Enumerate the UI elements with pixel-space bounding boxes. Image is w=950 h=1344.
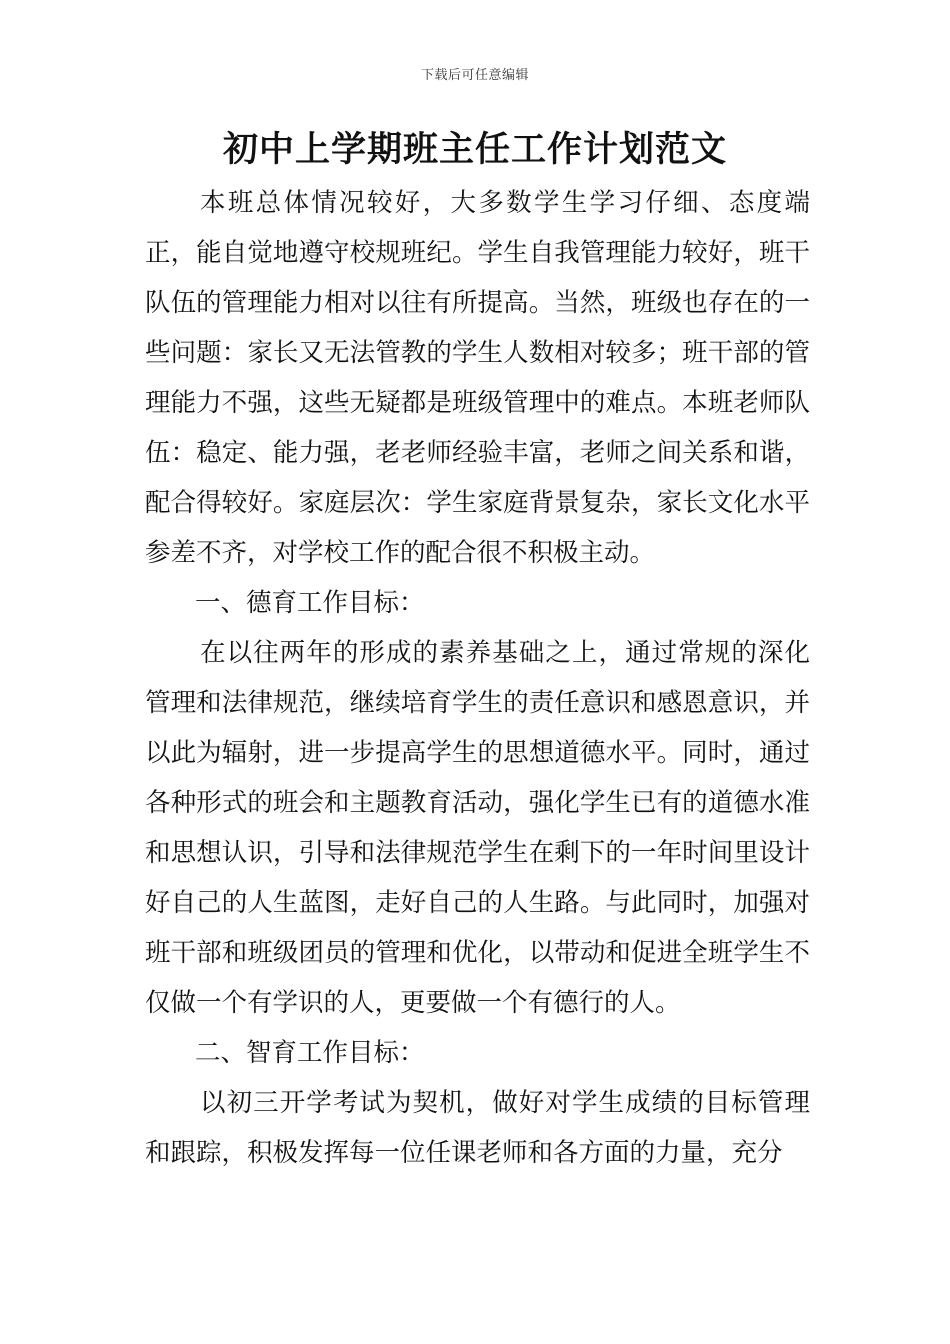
- section-heading-moral: 一、德育工作目标：: [195, 588, 425, 618]
- paragraph-moral-goals: 在以往两年的形成的素养基础之上，通过常规的深化管理和法律规范，继续培育学生的责任意识和感恩意识，并以此为辐射，进一步提高学生的思想道德水平。同时，通过各种形式的班会和主题教育活动，强化学生已有的道德水准和思想认识，引导和法律规范学生在剩下的一年时间里设计好自己的人生蓝图，走好自己的人生路。与此同时，加强对班干部和班级团员的管理和优化，以带动和促进全班学生不仅做一个有学识的人，更要做一个有德行的人。: [145, 638, 810, 1018]
- header-note: 下载后可任意编辑: [420, 68, 529, 83]
- document-body: [145, 178, 810, 1178]
- document-title: 初中上学期班主任工作计划范文: [222, 129, 727, 170]
- section-heading-intellectual: 二、智育工作目标：: [195, 1038, 425, 1068]
- paragraph-overview: 本班总体情况较好，大多数学生学习仔细、态度端正，能自觉地遵守校规班纪。学生自我管理能力较好，班干队伍的管理能力相对以往有所提高。当然，班级也存在的一些问题：家长又无法管教的学生人数相对较多；班干部的管理能力不强，这些无疑都是班级管理中的难点。本班老师队伍：稳定、能力强，老老师经验丰富，老师之间关系和谐，配合得较好。家庭层次：学生家庭背景复杂，家长文化水平参差不齐，对学校工作的配合很不积极主动。: [145, 188, 810, 568]
- paragraph-intellectual-goals: 以初三开学考试为契机，做好对学生成绩的目标管理和跟踪，积极发挥每一位任课老师和各方面的力量，充分: [145, 1088, 810, 1168]
